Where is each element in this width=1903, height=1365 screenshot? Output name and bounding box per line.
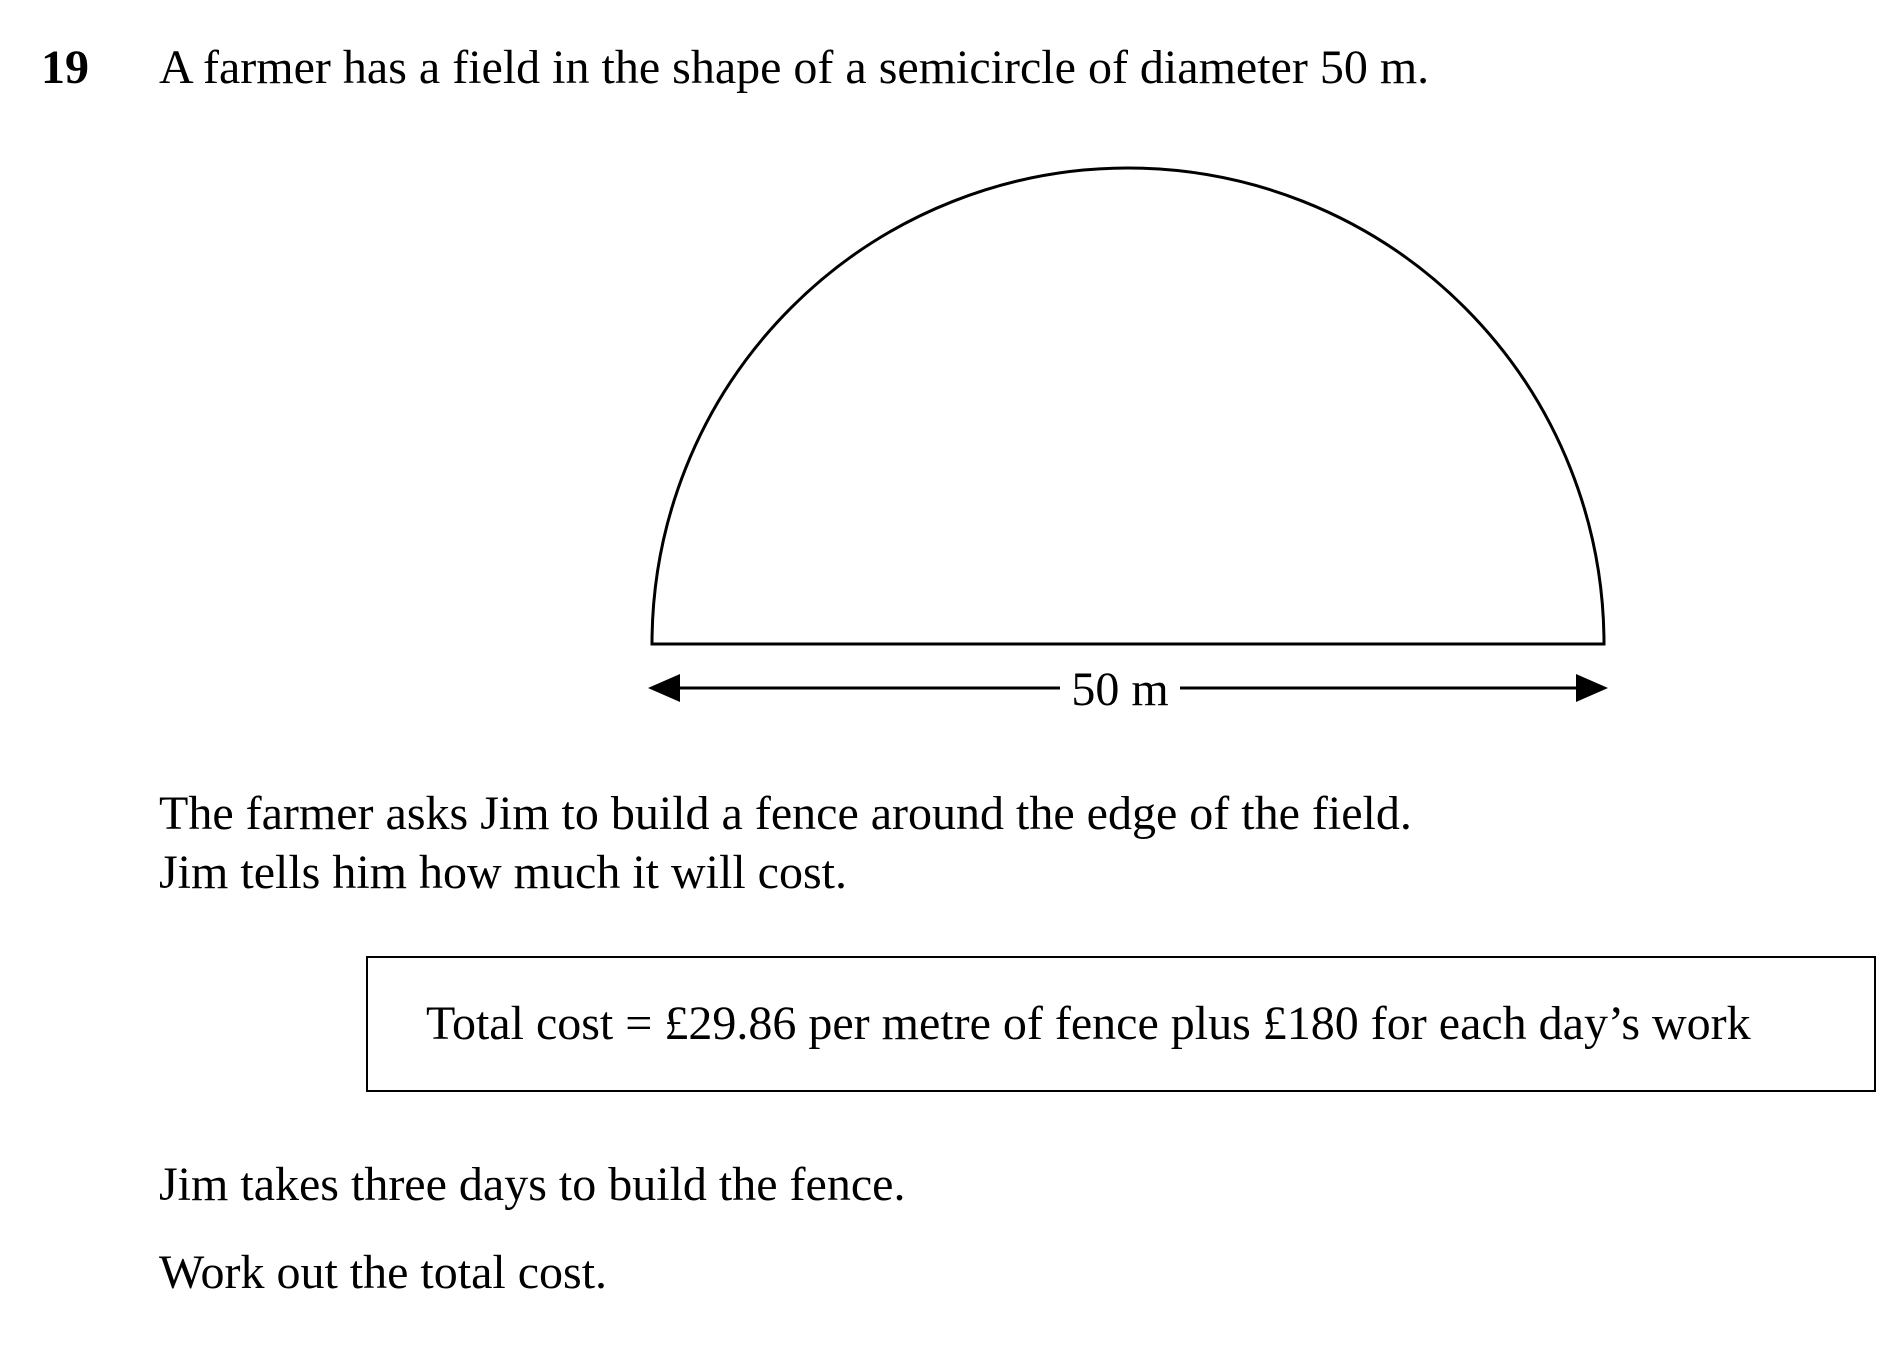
paragraph-cost-statement: Jim tells him how much it will cost. [159, 846, 847, 899]
diameter-label: 50 m [1071, 663, 1169, 716]
question-intro: A farmer has a field in the shape of a semicircle of diameter 50 m. [159, 41, 1430, 94]
cost-formula: Total cost = £29.86 per metre of fence plus £180 for each day’s work [426, 997, 1751, 1050]
paragraph-task: Work out the total cost. [159, 1246, 608, 1299]
dimension-arrow-left-icon [648, 674, 680, 702]
paragraph-fence-request: The farmer asks Jim to build a fence around the edge of the field. [159, 787, 1412, 840]
cost-box [366, 956, 1876, 1092]
paragraph-days: Jim takes three days to build the fence. [159, 1158, 906, 1211]
dimension-arrow-right-icon [1576, 674, 1608, 702]
semicircle-shape [652, 168, 1604, 644]
question-number: 19 [41, 41, 89, 94]
